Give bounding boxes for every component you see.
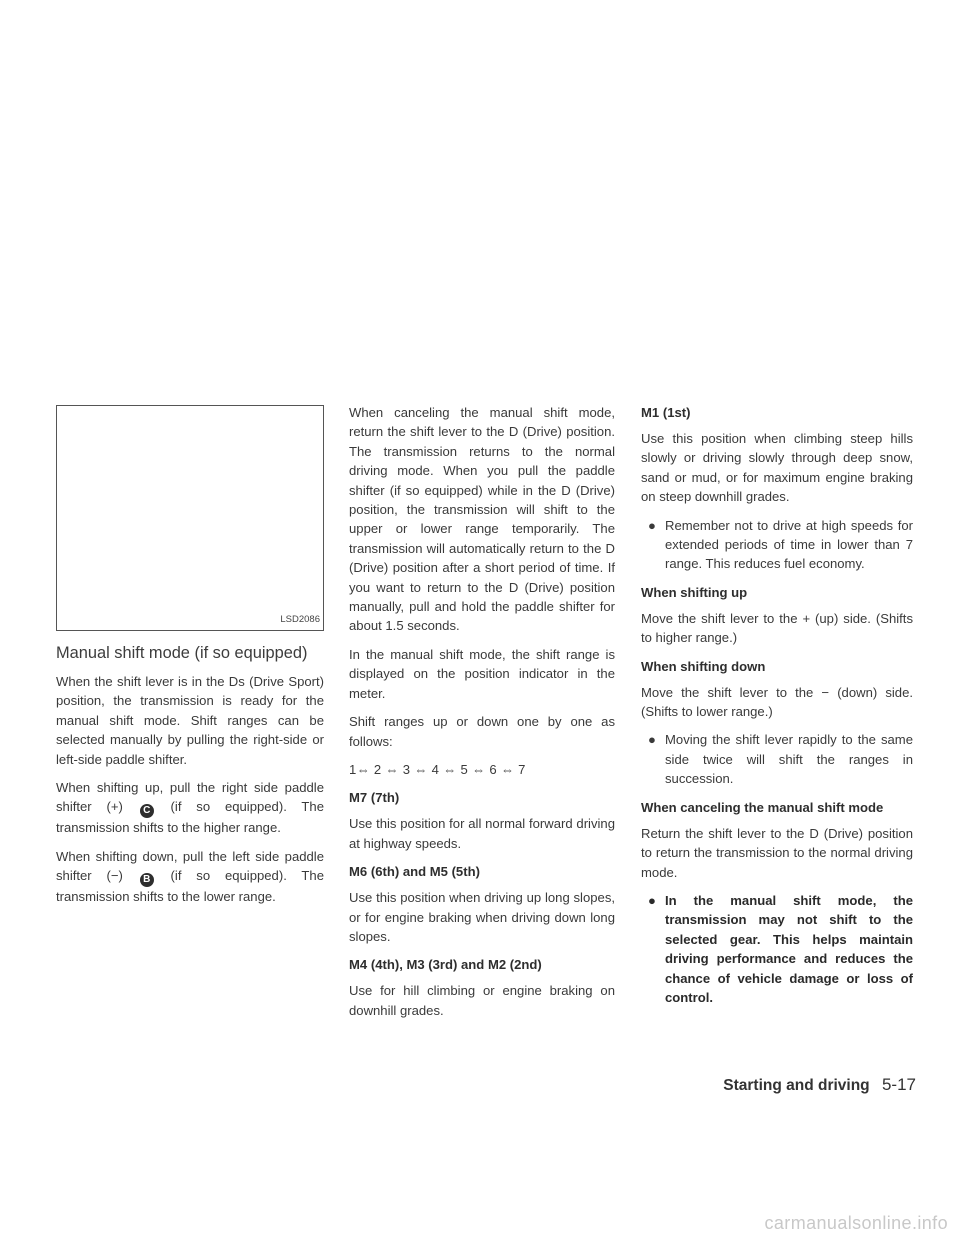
bullet-warning <box>641 891 913 1007</box>
bullet-text: Moving the shift lever rapidly to the same side twice will shift the ranges in succession. <box>665 732 913 787</box>
heading-cancel: When canceling the manual shift mode <box>641 799 884 815</box>
column-middle <box>349 403 615 1029</box>
callout-c-icon: C <box>140 804 154 818</box>
heading-shift-up: When shifting up <box>641 584 748 600</box>
watermark: carmanualsonline.info <box>764 1213 948 1233</box>
heading-shift-down: When shifting down <box>641 658 766 674</box>
gear-sequence: 1⇔ 2 ⇔ 3 ⇔ 4 ⇔ 5 ⇔ 6 ⇔ 7 <box>349 761 526 777</box>
heading-m6-m5: M6 (6th) and M5 (5th) <box>349 864 480 880</box>
text-cancel: Return the shift lever to the D (Drive) position to return the transmission to the normal driving mode. <box>641 825 913 880</box>
heading-m4-m3-m2: M4 (4th), M3 (3rd) and M2 (2nd) <box>349 957 542 973</box>
intro-paragraph: When the shift lever is in the Ds (Drive Sport) position, the transmission is ready for the manual shift mode. Shift ranges can be selected manually by pulling the right-side or left-side paddle shifter. <box>56 674 324 767</box>
figure-code: LSD2086 <box>279 610 321 629</box>
column-right <box>641 403 913 1016</box>
column-left <box>56 405 324 916</box>
text-m7: Use this position for all normal forward driving at highway speeds. <box>349 816 615 851</box>
bullet-icon: ● <box>648 732 656 748</box>
shift-down-paragraph <box>56 847 324 907</box>
text-m6-m5: Use this position when driving up long slopes, or for engine braking when driving down long slopes. <box>349 890 615 944</box>
shift-up-text-b: (if so equipped). The transmission shifts to the higher range. <box>56 799 324 836</box>
footer-section: Starting and driving <box>723 1077 870 1094</box>
shift-down-text-a: When shifting down, pull the left side paddle shifter (−) <box>56 848 324 884</box>
bullet-text: In the manual shift mode, the transmission may not shift to the selected gear. This helps maintain driving performance and reduces the chance of vehicle damage or loss of control. <box>665 892 913 1005</box>
indicator-paragraph: In the manual shift mode, the shift range is displayed on the position indicator in the meter. <box>349 646 615 701</box>
callout-b-icon: B <box>140 873 154 887</box>
bullet-icon: ● <box>648 517 656 533</box>
bullet-icon: ● <box>648 892 656 908</box>
shift-up-text-a: When shifting up, pull the right side paddle shifter (+) <box>56 780 324 815</box>
bullet-fuel-economy <box>641 516 913 574</box>
shift-down-text-b: (if so equipped). The transmission shifts to the lower range. <box>56 868 324 905</box>
sequence-intro: Shift ranges up or down one by one as follows: <box>349 714 615 749</box>
page-number: 5-17 <box>881 1075 916 1094</box>
heading-m7: M7 (7th) <box>349 790 400 806</box>
section-title: Manual shift mode (if so equipped) <box>56 644 308 662</box>
figure-placeholder <box>56 405 324 631</box>
bullet-text: Remember not to drive at high speeds for extended periods of time in lower than 7 range. This reduces fuel economy. <box>665 517 913 572</box>
text-shift-down: Move the shift lever to the − (down) side. (Shifts to lower range.) <box>641 684 913 720</box>
text-m4-m3-m2: Use for hill climbing or engine braking on downhill grades. <box>349 983 615 1018</box>
shift-up-paragraph <box>56 778 324 838</box>
heading-m1: M1 (1st) <box>641 405 691 420</box>
text-shift-up: Move the shift lever to the + (up) side. (Shifts to higher range.) <box>641 610 913 646</box>
page-footer <box>723 1075 916 1095</box>
bullet-rapid-shift <box>641 730 913 788</box>
text-m1: Use this position when climbing steep hills slowly or driving slowly through deep snow, sand or mud, or for maximum engine braking on steep downhill grades. <box>641 431 913 505</box>
cancel-paragraph: When canceling the manual shift mode, return the shift lever to the D (Drive) position. The transmission returns to the normal driving mode. When you pull the paddle shifter (if so equipped) while in the D (Drive) position, the transmission will shift to the upper or lower range temporarily. The transmission will automatically return to the D (Drive) position after a short period of time. If you want to return to the D (Drive) position manually, pull and hold the paddle shifter for about 1.5 seconds. <box>349 405 615 634</box>
